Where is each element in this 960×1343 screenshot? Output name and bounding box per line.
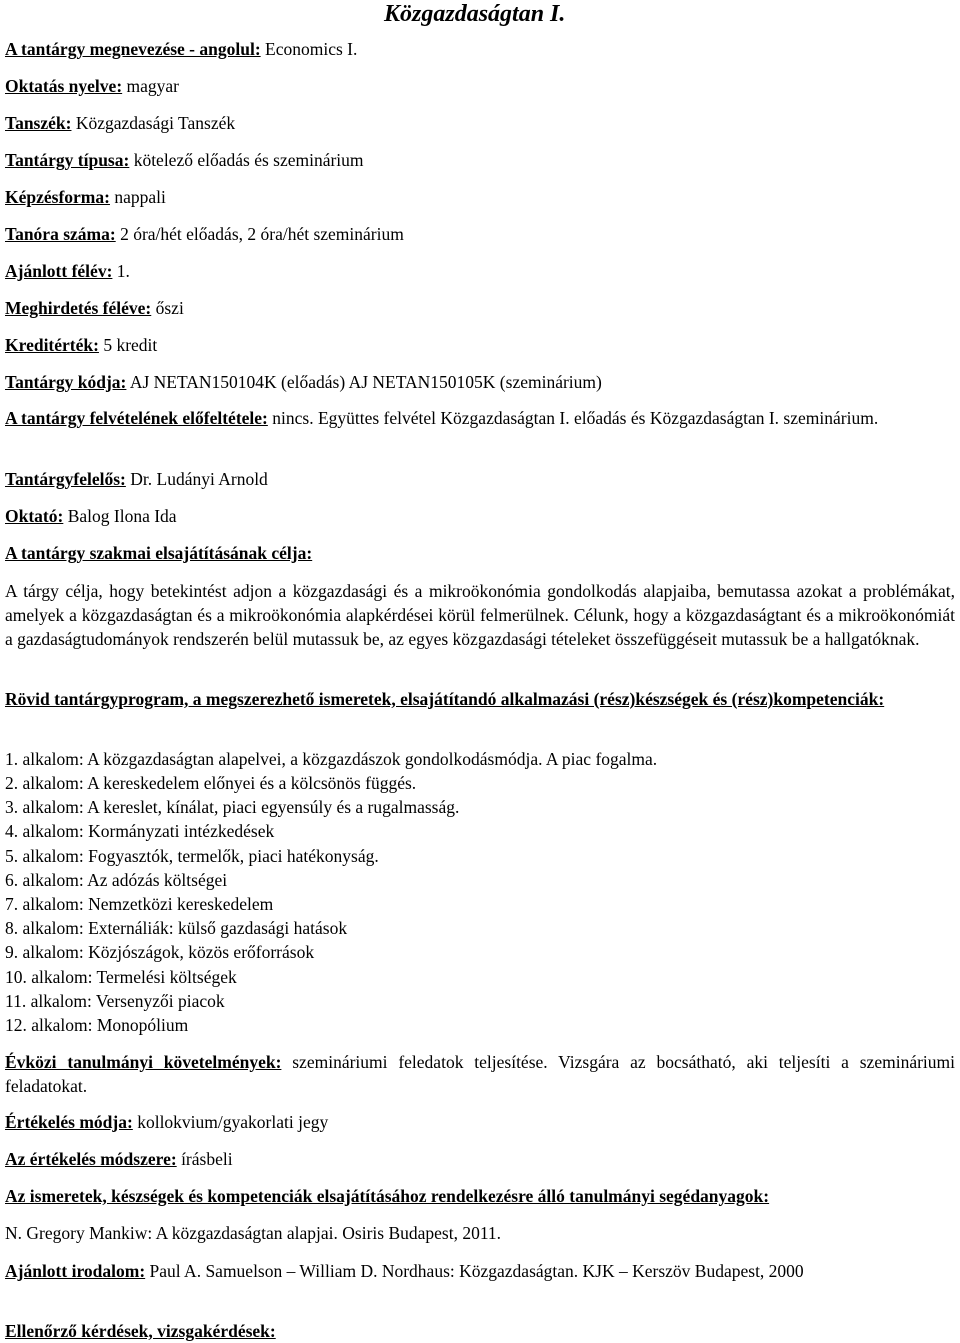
language-value: magyar (126, 76, 180, 96)
requirements-row (5, 1050, 955, 1098)
list-item: 5. alkalom: Fogyasztók, termelők, piaci hatékonyság. (5, 846, 379, 866)
department-label: Tanszék: (5, 113, 72, 133)
prereq-row (5, 407, 955, 429)
english-name-value: Economics I. (265, 39, 358, 59)
form-row (5, 186, 955, 209)
document-title: Közgazdaságtan I. (384, 1, 566, 27)
list-item: 7. alkalom: Nemzetközi kereskedelem (5, 894, 274, 914)
list-item: 10. alkalom: Termelési költségek (5, 967, 237, 987)
announce-value: őszi (155, 298, 184, 318)
code-row (5, 371, 955, 394)
evaluation-row (5, 1111, 955, 1134)
code-label: Tantárgy kódja: (5, 372, 127, 392)
program-heading-row (5, 688, 955, 711)
requirements-label: Évközi tanulmányi követelmények: (5, 1052, 282, 1072)
english-name-row (5, 38, 955, 61)
goal-heading: A tantárgy szakmai elsajátításának célja: (5, 543, 313, 563)
teacher-label: Oktató: (5, 506, 64, 526)
materials-heading: Az ismeretek, készségek és kompetenciák elsajátításához rendelkezésre álló tanulmányi segédanyagok: (5, 1186, 770, 1206)
type-value: kötelező előadás és szeminárium (133, 150, 364, 170)
questions-heading: Ellenőrző kérdések, vizsgakérdések: (5, 1321, 276, 1341)
questions-heading-row (5, 1320, 955, 1343)
list-item: 9. alkalom: Közjószágok, közös erőforrások (5, 942, 315, 962)
language-label: Oktatás nyelve: (5, 76, 123, 96)
evaluation-value: kollokvium/gyakorlati jegy (137, 1112, 329, 1132)
list-item: 11. alkalom: Versenyzői piacok (5, 991, 225, 1011)
credit-label: Kreditérték: (5, 335, 99, 355)
type-label: Tantárgy típusa: (5, 150, 130, 170)
credit-row (5, 334, 955, 357)
goal-text: A tárgy célja, hogy betekintést adjon a közgazdasági és a mikroökonómia gondolkodás alapjaiba, bemutassa azokat a problémákat, amelyek a közgazdaságtan és a mikroökonómia alapkérdései körül felmerülnek. Célunk, hogy a közgazdaságtant és a mikroökonómiát a gazdaságtudományok rendszerén belül mutassuk be, az egyes közgazdasági tételeket összefüggéseit mutassuk be a hallgatóknak. (5, 581, 955, 649)
prereq-label: A tantárgy felvételének előfeltétele: (5, 408, 268, 428)
list-item: 3. alkalom: A kereslet, kínálat, piaci egyensúly és a rugalmasság. (5, 797, 460, 817)
hours-label: Tanóra száma: (5, 224, 116, 244)
literature-value: Paul A. Samuelson – William D. Nordhaus: Közgazdaságtan. KJK – Kerszöv Budapest, 2000 (149, 1261, 804, 1281)
requirements-value: szemináriumi feledatok teljesítése. Vizsgára az bocsátható, aki teljesíti a szemináriumi feladatokat. (5, 1052, 955, 1096)
prereq-value: nincs. Együttes felvétel Közgazdaságtan I. előadás és Közgazdaságtan I. szeminárium. (272, 408, 879, 428)
semester-value: 1. (116, 261, 130, 281)
materials-text: N. Gregory Mankiw: A közgazdaságtan alapjai. Osiris Budapest, 2011. (5, 1223, 502, 1243)
list-item: 8. alkalom: Externáliák: külső gazdasági hatások (5, 918, 348, 938)
hours-row (5, 223, 955, 246)
program-heading: Rövid tantárgyprogram, a megszerezhető ismeretek, elsajátítandó alkalmazási (rész)készségek és (rész)kompetenciák: (5, 689, 885, 709)
list-item: 2. alkalom: A kereskedelem előnyei és a kölcsönös függés. (5, 773, 417, 793)
teacher-value: Balog Ilona Ida (67, 506, 177, 526)
responsible-row (5, 468, 955, 491)
method-label: Az értékelés módszere: (5, 1149, 177, 1169)
department-row (5, 112, 955, 135)
code-value: AJ NETAN150104K (előadás) AJ NETAN150105K (szeminárium) (129, 372, 602, 392)
teacher-row (5, 505, 955, 528)
responsible-value: Dr. Ludányi Arnold (130, 469, 268, 489)
department-value: Közgazdasági Tanszék (75, 113, 236, 133)
announce-label: Meghirdetés féléve: (5, 298, 152, 318)
method-row (5, 1148, 955, 1171)
list-item: 4. alkalom: Kormányzati intézkedések (5, 821, 275, 841)
method-value: írásbeli (181, 1149, 233, 1169)
goal-heading-row (5, 542, 955, 565)
semester-label: Ajánlott félév: (5, 261, 113, 281)
announce-row (5, 297, 955, 320)
semester-row (5, 260, 955, 283)
credit-value: 5 kredit (103, 335, 158, 355)
type-row (5, 149, 955, 172)
list-item: 12. alkalom: Monopólium (5, 1015, 189, 1035)
english-name-label: A tantárgy megnevezése - angolul: (5, 39, 261, 59)
form-value: nappali (114, 187, 166, 207)
list-item: 1. alkalom: A közgazdaságtan alapelvei, a közgazdászok gondolkodásmódja. A piac fogalma. (5, 749, 658, 769)
list-item: 6. alkalom: Az adózás költségei (5, 870, 228, 890)
responsible-label: Tantárgyfelelős: (5, 469, 126, 489)
form-label: Képzésforma: (5, 187, 110, 207)
language-row (5, 75, 955, 98)
materials-heading-row (5, 1185, 955, 1208)
evaluation-label: Értékelés módja: (5, 1112, 133, 1132)
literature-row (5, 1259, 955, 1283)
literature-label: Ajánlott irodalom: (5, 1261, 146, 1281)
hours-value: 2 óra/hét előadás, 2 óra/hét szeminárium (120, 224, 404, 244)
